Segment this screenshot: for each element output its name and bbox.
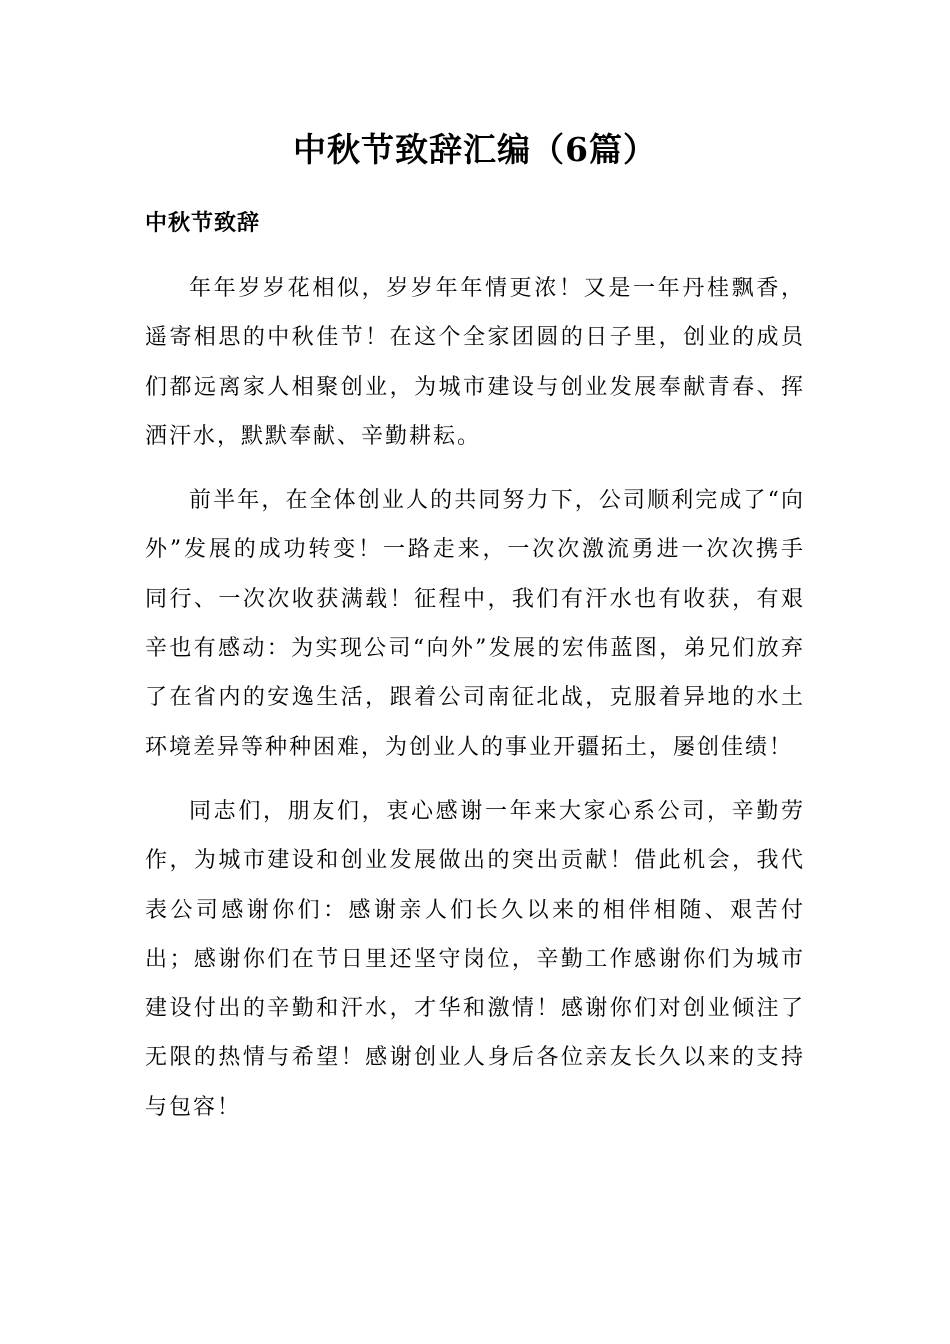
- body-text: [145, 264, 805, 1147]
- section-heading: 中秋节致辞: [145, 210, 261, 236]
- paragraph-3: 同志们，朋友们，衷心感谢一年来大家心系公司，辛勤劳作，为城市建设和创业发展做出的突出贡献！借此机会，我代表公司感谢你们：感谢亲人们长久以来的相伴相随、艰苦付出；感谢你们在节日里还坚守岗位，辛勤工作感谢你们为城市建设付出的辛勤和汗水，才华和激情！感谢你们对创业倾注了无限的热情与希望！感谢创业人身后各位亲友长久以来的支持与包容！: [145, 798, 805, 1120]
- paragraph-1: 年年岁岁花相似，岁岁年年情更浓！又是一年丹桂飘香，遥寄相思的中秋佳节！在这个全家团圆的日子里，创业的成员们都远离家人相聚创业，为城市建设与创业发展奉献青春、挥洒汗水，默默奉献、辛勤耕耘。: [145, 276, 805, 449]
- document-title: 中秋节致辞汇编（6篇）: [293, 130, 657, 169]
- paragraph-2: 前半年，在全体创业人的共同努力下，公司顺利完成了“向外”发展的成功转变！一路走来，一次次激流勇进一次次携手同行、一次次收获满载！征程中，我们有汗水也有收获，有艰辛也有感动：为实现公司“向外”发展的宏伟蓝图，弟兄们放弃了在省内的安逸生活，跟着公司南征北战，克服着异地的水土环境差异等种种困难，为创业人的事业开疆拓土，屡创佳绩！: [145, 488, 805, 760]
